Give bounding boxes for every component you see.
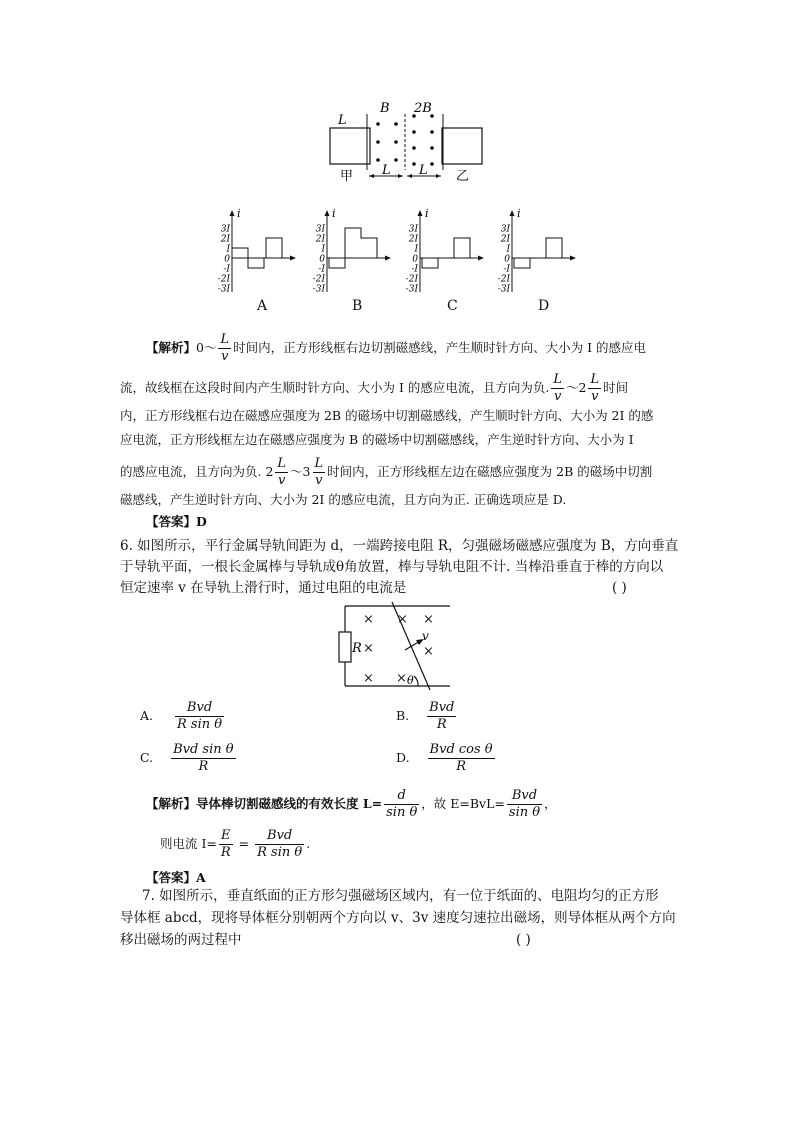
fraction: $\frac{\text{Bvd sin θ}}{R}$ [173, 742, 234, 774]
tick-label: -I [223, 264, 230, 275]
label-l-bottom1: L [382, 163, 391, 178]
tick-label: -3I [312, 284, 325, 295]
svg-text:×: × [363, 641, 374, 656]
q6-option-c [140, 742, 238, 775]
tick-label: 0 [412, 254, 418, 265]
q6-answer-paren: ( ) [612, 580, 627, 596]
tick-label: -2I [497, 274, 510, 285]
label-b: B [380, 101, 390, 116]
q6-line1: 6. 如图所示，平行金属导轨间距为 d，一端跨接电阻 R，匀强磁场磁感应强度为 B，方向垂直 [120, 538, 679, 554]
q6-option-d [396, 742, 497, 775]
label-v: v [422, 629, 429, 643]
graph-label-c: C [447, 298, 458, 314]
tick-label: -I [503, 264, 510, 275]
label-r: R [352, 641, 362, 656]
text: ～3 [290, 464, 311, 479]
fraction-l-over-v: $\frac{L}{v}$ [553, 372, 563, 404]
fraction: $\frac{\text{Bvd}}{\text{R sin θ}}$ [177, 700, 223, 732]
q7-answer-paren: ( ) [516, 932, 531, 948]
tick-label: I [506, 244, 510, 255]
label-2b: 2B [414, 101, 432, 116]
graph-option-a [210, 206, 302, 298]
text: 则电流 I= [160, 836, 217, 851]
axis-label-i: i [517, 207, 521, 220]
frame-yi [442, 128, 482, 164]
axis-label-i: i [425, 207, 429, 220]
fraction-l-over-v: $\frac{L}{v}$ [220, 332, 230, 364]
q6-answer: 【答案】A [146, 870, 206, 885]
label-l-bottom2: L [419, 163, 428, 178]
tick-label: 3I [500, 224, 510, 235]
tick-label: -2I [217, 274, 230, 285]
graph-option-b [305, 206, 397, 298]
q7-line1: 7. 如图所示，垂直纸面的正方形匀强磁场区域内，有一位于纸面的、电阻均匀的正方形 [142, 888, 659, 904]
q7-line2: 导体框 abcd，现将导体框分别朝两个方向以 v、3v 速度匀速拉出磁场，则导体框从两个方向 [120, 910, 676, 926]
current-step-curve [512, 238, 562, 268]
fraction-l-over-v: $\frac{L}{v}$ [277, 456, 287, 488]
frame-jia [330, 128, 370, 164]
text: 时间内，正方形线框右边切割磁感线，产生顺时针方向、大小为 I 的感应电 [233, 340, 646, 355]
current-step-curve [232, 238, 282, 268]
tick-label: I [414, 244, 418, 255]
q5-answer: 【答案】D [146, 514, 207, 529]
q5-analysis-line4: 应电流，正方形线框左边在磁感应强度为 B 的磁场中切割磁感线，产生逆时针方向、大小为 I [120, 432, 634, 447]
q5-analysis-line5 [120, 456, 652, 489]
label-l-left: L [338, 113, 347, 128]
field-dots-2b [412, 114, 434, 166]
text: = [234, 836, 254, 851]
q6-current [160, 828, 310, 861]
svg-text:×: × [423, 644, 434, 659]
option-label: D. [396, 750, 410, 765]
tick-label: -2I [312, 274, 325, 285]
svg-text:×: × [396, 671, 407, 686]
q7-line3: 移出磁场的两过程中 [120, 932, 242, 948]
q6-option-b [396, 700, 458, 733]
q6-option-a [140, 700, 226, 733]
tick-label: 3I [220, 224, 230, 235]
tick-label: -I [411, 264, 418, 275]
figure-rail-rod [330, 600, 460, 692]
analysis-tag: 【解析】 [146, 340, 197, 355]
tick-label: 0 [319, 254, 325, 265]
tick-label: -I [318, 264, 325, 275]
graph-label-a: A [257, 298, 268, 314]
option-label: A. [140, 708, 154, 723]
label-jia: 甲 [340, 169, 354, 184]
text: 【解析】导体棒切割磁感线的有效长度 L= [146, 796, 383, 811]
svg-text:×: × [397, 612, 408, 627]
text: ， [544, 796, 557, 811]
tick-label: I [321, 244, 325, 255]
graph-option-c [398, 206, 490, 298]
fraction: $\frac{\text{Bvd}}{\text{R sin θ}}$ [257, 828, 303, 860]
fraction: $\frac{\text{Bvd}}{\text{sin θ}}$ [508, 788, 541, 820]
q5-analysis-line2 [120, 372, 628, 405]
current-step-curve [420, 238, 470, 268]
figure-magnetic-regions [320, 98, 500, 188]
fraction: $\frac{E}{R}$ [220, 828, 231, 860]
text: 时间 [603, 380, 629, 395]
label-theta: θ [407, 674, 414, 687]
q5-analysis-line3: 内，正方形线框右边在磁感应强度为 2B 的磁场中切割磁感线，产生顺时针方向、大小为 2I 的感 [120, 408, 654, 423]
option-label: B. [396, 708, 410, 723]
tick-label: 2I [408, 234, 418, 245]
tick-label: -3I [497, 284, 510, 295]
tick-label: 0 [504, 254, 510, 265]
q5-analysis-line6: 磁感线，产生逆时针方向、大小为 2I 的感应电流，且方向为正. 正确选项应是 D. [120, 492, 567, 507]
graph-label-d: D [538, 298, 550, 314]
text: 0～ [196, 340, 217, 355]
axis-label-i: i [237, 207, 241, 220]
fraction-l-over-v: $\frac{L}{v}$ [314, 456, 324, 488]
q6-line3: 恒定速率 v 在导轨上滑行时，通过电阻的电流是 [120, 580, 407, 596]
tick-label: -3I [217, 284, 230, 295]
resistor [339, 632, 351, 662]
tick-label: 2I [500, 234, 510, 245]
graph-option-d [490, 206, 582, 298]
current-step-curve [327, 228, 377, 268]
tick-label: 2I [315, 234, 325, 245]
tick-label: 3I [408, 224, 418, 235]
label-yi: 乙 [456, 169, 470, 184]
text: . [306, 836, 311, 851]
tick-label: 3I [315, 224, 325, 235]
fraction: $\frac{\text{Bvd}}{R}$ [429, 700, 455, 732]
q6-analysis [146, 788, 557, 821]
tick-label: I [226, 244, 230, 255]
svg-text:×: × [423, 612, 434, 627]
text: ，故 E=BvL= [421, 796, 505, 811]
text: 的感应电流，且方向为负. 2 [120, 464, 274, 479]
text: 流，故线框在这段时间内产生顺时针方向、大小为 I 的感应电流，且方向为负. [120, 380, 550, 395]
q6-line2: 于导轨平面，一根长金属棒与导轨成θ角放置，棒与导轨电阻不计. 当棒沿垂直于棒的方向以 [120, 559, 664, 575]
tick-label: 0 [224, 254, 230, 265]
graph-label-b: B [352, 298, 363, 314]
q5-analysis-line1 [146, 332, 646, 365]
option-label: C. [140, 750, 154, 765]
fraction: $\frac{d}{\text{sin θ}}$ [386, 788, 418, 820]
fraction: $\frac{\text{Bvd cos θ}}{R}$ [429, 742, 493, 774]
field-dots-b [376, 122, 398, 162]
tick-label: 2I [220, 234, 230, 245]
svg-text:×: × [363, 612, 374, 627]
axis-label-i: i [332, 207, 336, 220]
tick-label: -3I [405, 284, 418, 295]
fraction-l-over-v: $\frac{L}{v}$ [590, 372, 600, 404]
text: 时间内，正方形线框左边在磁感应强度为 2B 的磁场中切割 [327, 464, 653, 479]
svg-text:×: × [363, 671, 374, 686]
text: ～2 [566, 380, 587, 395]
tick-label: -2I [405, 274, 418, 285]
